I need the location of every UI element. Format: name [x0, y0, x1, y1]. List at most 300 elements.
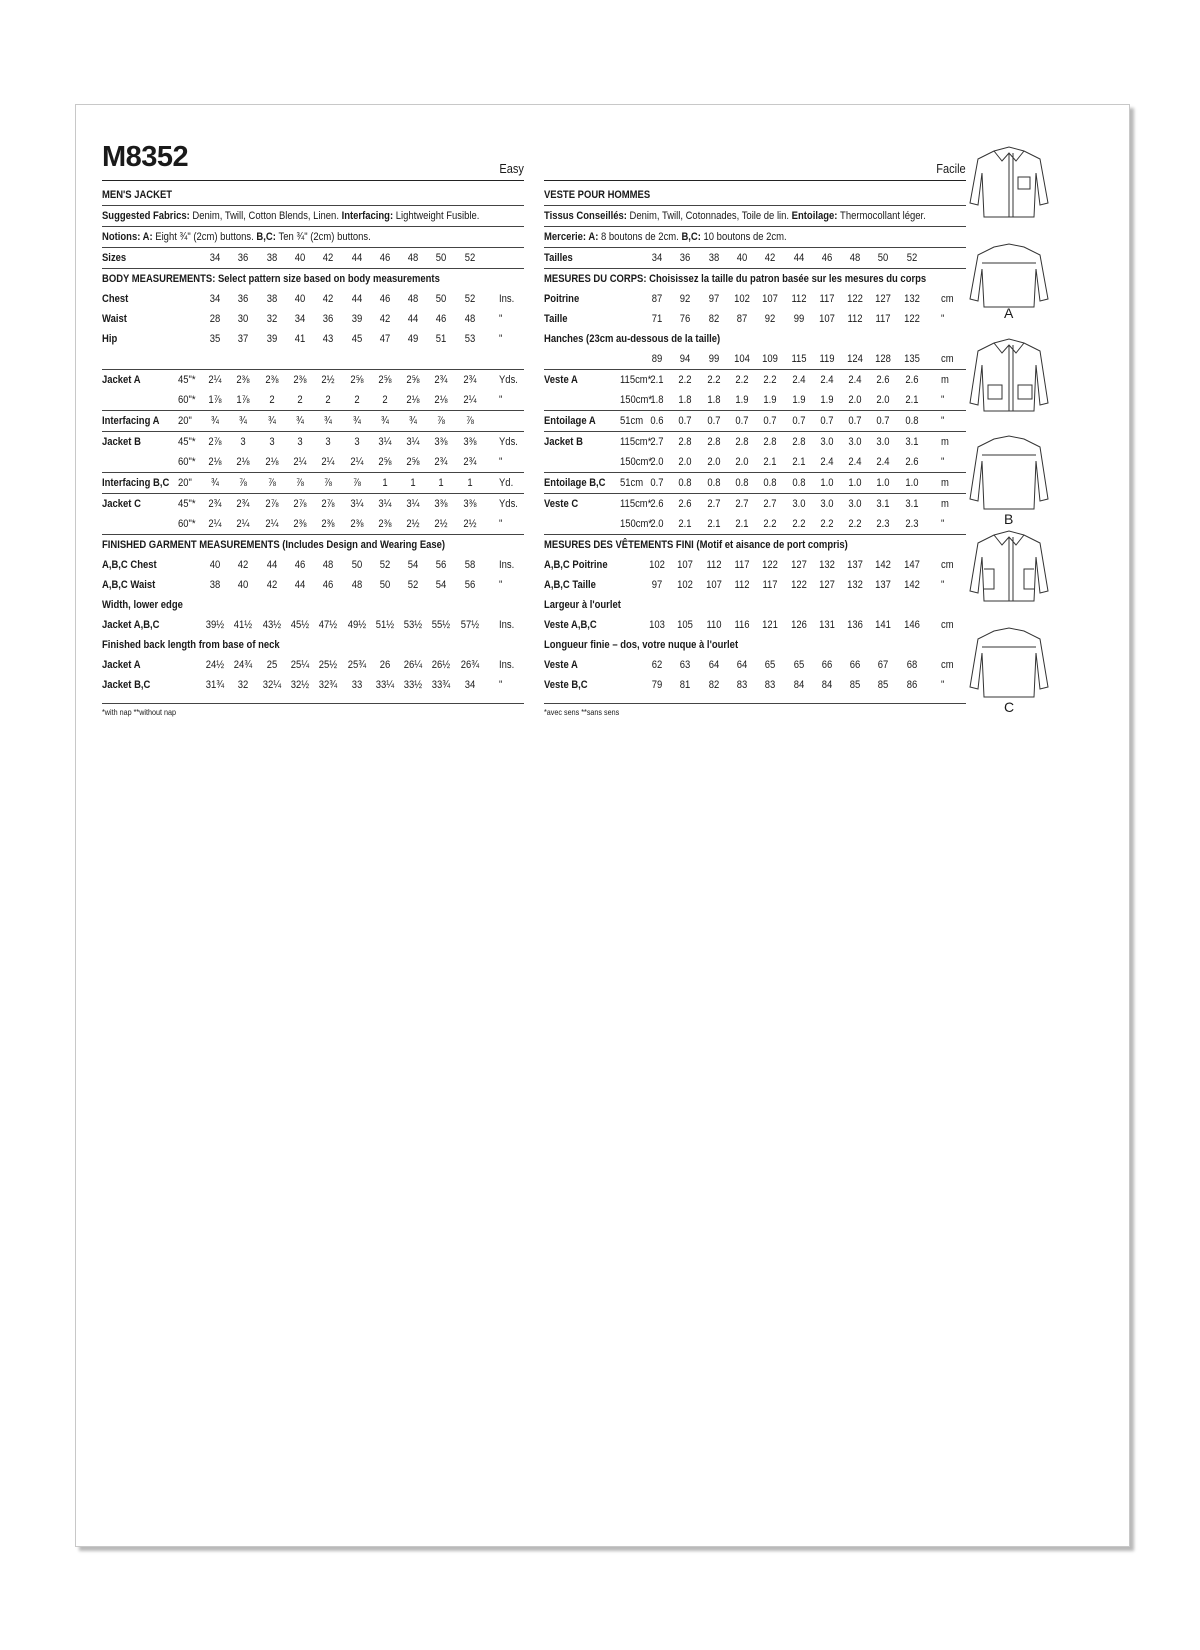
cell-value: 2.0 [650, 456, 664, 468]
fabric-width: 115cm* [620, 498, 652, 510]
cell-value: 137 [847, 559, 863, 571]
unit: cm [941, 353, 954, 365]
cell-value: 2.7 [735, 498, 749, 510]
cell-value: 2⅝ [378, 456, 392, 468]
cell-value: 44 [266, 559, 277, 571]
cell-value: 2⅛ [434, 394, 448, 406]
cell-value: 2¼ [208, 374, 222, 386]
fabric-width: 60"* [178, 518, 196, 530]
cell-value: 3⅜ [463, 498, 477, 510]
cell-value: 3.1 [905, 498, 919, 510]
unit: Ins. [499, 293, 515, 305]
cell-value: 48 [322, 559, 334, 571]
fabric-width: 150cm* [620, 518, 653, 530]
table-row [544, 655, 966, 675]
finished-measurements [102, 555, 524, 695]
cell-value: 32¼ [262, 679, 281, 691]
cell-value: 2⅜ [293, 518, 307, 530]
cell-value: 32 [266, 313, 277, 325]
cell-value: 44 [407, 313, 419, 325]
cell-value: 2¼ [208, 518, 222, 530]
cell-value: 3⅜ [463, 436, 477, 448]
cell-value: 3 [268, 436, 275, 448]
table-row [102, 635, 524, 655]
cell-value: 3¼ [406, 498, 420, 510]
cell-value: 26¼ [403, 659, 423, 671]
cell-value: 76 [680, 313, 691, 325]
row-label: Width, lower edge [102, 599, 183, 611]
row-label: Hanches (23cm au-dessous de la taille) [544, 333, 721, 345]
cell-value: 45 [351, 333, 362, 345]
cell-value: 82 [708, 679, 719, 691]
table-row [102, 595, 524, 615]
table-row [102, 432, 524, 452]
sizes-row: Sizes 34 36 38 40 42 44 46 48 50 52 [102, 248, 524, 269]
cell-value: 1.9 [791, 394, 806, 406]
cell-value: 46 [379, 293, 391, 305]
cell-value: 48 [407, 293, 419, 305]
unit: cm [941, 619, 954, 631]
cell-value: 0.7 [848, 415, 862, 427]
cell-value: 1.8 [650, 394, 664, 406]
cell-value: 79 [651, 679, 663, 691]
cell-value: ⅞ [295, 477, 304, 489]
cell-value: 2.4 [820, 456, 834, 468]
cell-value: 52 [407, 579, 419, 591]
cell-value: 2⅛ [236, 456, 250, 468]
cell-value: 131 [818, 619, 835, 631]
finished-measurements-fr [544, 555, 966, 695]
cell-value: 0.8 [905, 415, 919, 427]
size-value: 48 [407, 252, 419, 264]
row-label: Taille [544, 313, 568, 325]
unit: " [941, 679, 945, 691]
cell-value: 2⅛ [265, 456, 279, 468]
cell-value: 2 [353, 394, 360, 406]
table-row [544, 514, 966, 535]
cell-value: 1.9 [735, 394, 749, 406]
cell-value: 99 [793, 313, 804, 325]
row-label: Entoilage A [544, 415, 596, 427]
cell-value: 84 [793, 679, 804, 691]
jacket-sketch-c-front [966, 529, 1056, 607]
unit: " [499, 313, 503, 325]
cell-value: 2 [297, 394, 303, 406]
cell-value: 3 [325, 436, 331, 448]
cell-value: 56 [436, 559, 447, 571]
row-label: Jacket B [544, 436, 583, 448]
cell-value: 85 [878, 679, 889, 691]
cell-value: 2⅜ [349, 518, 364, 530]
cell-value: 2⅞ [265, 498, 279, 510]
cell-value: 26¾ [460, 659, 479, 671]
table-row [544, 370, 966, 390]
size-value: 38 [266, 252, 277, 264]
size-value: 50 [436, 252, 447, 264]
cell-value: 89 [651, 353, 663, 365]
cell-value: 2¼ [236, 518, 250, 530]
spacer-fr [544, 695, 966, 704]
fabrics-line-fr: Tissus Conseillés: Denim, Twill, Cotonnades, Toile de lin. Entoilage: Thermocollant léger. [544, 206, 966, 227]
cell-value: 142 [903, 579, 920, 591]
cell-value: 2.3 [876, 518, 890, 530]
cell-value: 1.0 [905, 477, 919, 489]
cell-value: 2¼ [463, 394, 477, 406]
cell-value: 104 [733, 353, 750, 365]
cell-value: 0.7 [763, 415, 777, 427]
cell-value: 24½ [205, 659, 225, 671]
cell-value: 128 [875, 353, 892, 365]
row-label: Largeur à l'ourlet [544, 599, 621, 611]
cell-value: 2.1 [763, 456, 777, 468]
cell-value: 1.0 [848, 477, 862, 489]
cell-value: 41 [294, 333, 306, 345]
row-label: Jacket A [102, 374, 141, 386]
cell-value: 3 [353, 436, 360, 448]
cell-value: 2.1 [735, 518, 749, 530]
view-sketches [966, 145, 1056, 721]
cell-value: 0.8 [678, 477, 692, 489]
cell-value: 122 [847, 293, 863, 305]
footnote-fr: *avec sens **sans sens [544, 708, 620, 717]
cell-value: 2.4 [791, 374, 806, 386]
cell-value: 0.7 [791, 415, 806, 427]
finished-title-fr: MESURES DES VÊTEMENTS FINI (Motif et aisance de port compris) [544, 539, 848, 551]
cell-value: 102 [677, 579, 694, 591]
fabric-width: 150cm* [620, 456, 653, 468]
cell-value: 0.8 [791, 477, 806, 489]
body-title: BODY MEASUREMENTS: Select pattern size based on body measurements [102, 273, 440, 285]
cell-value: 38 [266, 293, 277, 305]
fabric-width: 45"* [178, 374, 196, 386]
unit: Ins. [499, 559, 515, 571]
cell-value: 81 [680, 679, 691, 691]
unit: m [941, 436, 949, 448]
table-row [102, 575, 524, 595]
cell-value: 71 [651, 313, 663, 325]
cell-value: 26½ [432, 659, 451, 671]
cell-value: 50 [436, 293, 447, 305]
cell-value: 2⅜ [265, 374, 279, 386]
cell-value: 2¾ [434, 456, 448, 468]
table-row [102, 555, 524, 575]
cell-value: 2.4 [820, 374, 834, 386]
cell-value: 25½ [318, 659, 338, 671]
unit: m [941, 477, 949, 489]
cell-value: 2⅜ [236, 374, 250, 386]
cell-value: 112 [847, 313, 863, 325]
cell-value: 107 [762, 293, 779, 305]
cell-value: 2.2 [848, 518, 862, 530]
table-row [544, 494, 966, 514]
cell-value: 2.0 [707, 456, 721, 468]
cell-value: 2¼ [321, 456, 335, 468]
jacket-front-icon [966, 145, 1052, 221]
cell-value: 92 [680, 293, 691, 305]
unit: " [941, 313, 945, 325]
row-label: Veste A [544, 659, 578, 671]
fabric-width: 60"* [178, 394, 196, 406]
cell-value: ⅞ [437, 415, 446, 427]
footnote: *with nap **without nap [102, 708, 177, 717]
table-row [544, 329, 966, 349]
cell-value: 121 [762, 619, 779, 631]
cell-value: 32 [238, 679, 249, 691]
cell-value: ¾ [211, 415, 219, 427]
cell-value: 2.1 [905, 394, 919, 406]
table-row [102, 370, 524, 390]
cell-value: 40 [294, 293, 306, 305]
cell-value: 2½ [463, 518, 477, 530]
row-label: Finished back length from base of neck [102, 639, 280, 651]
cell-value: 66 [821, 659, 833, 671]
cell-value: 42 [238, 559, 249, 571]
cell-value: 2¾ [236, 498, 250, 510]
jacket-sketch-b-front [966, 337, 1056, 415]
row-label: Interfacing A [102, 415, 160, 427]
cell-value: 94 [680, 353, 691, 365]
cell-value: 86 [906, 679, 917, 691]
table-row [102, 309, 524, 329]
cell-value: 2⅜ [378, 518, 392, 530]
table-row [544, 432, 966, 452]
table-row [102, 411, 524, 432]
unit: cm [941, 559, 954, 571]
cell-value: ⅞ [239, 477, 248, 489]
cell-value: 116 [734, 619, 750, 631]
cell-value: 2⅞ [293, 498, 307, 510]
cell-value: 142 [875, 559, 892, 571]
row-label: Jacket A,B,C [102, 619, 160, 631]
size-value: 46 [821, 252, 833, 264]
table-row [544, 411, 966, 432]
cell-value: ¾ [380, 415, 389, 427]
cell-value: 112 [790, 293, 807, 305]
fabric-width: 45"* [178, 498, 196, 510]
size-value: 50 [878, 252, 889, 264]
size-value: 46 [379, 252, 391, 264]
table-row [544, 473, 966, 494]
cell-value: 87 [651, 293, 663, 305]
cell-value: 46 [294, 559, 306, 571]
cell-value: 3 [240, 436, 246, 448]
cell-value: ⅞ [267, 477, 276, 489]
cell-value: 34 [464, 679, 475, 691]
cell-value: ¾ [324, 415, 333, 427]
table-row [102, 514, 524, 535]
cell-value: 2.1 [678, 518, 692, 530]
cell-value: 34 [294, 313, 306, 325]
table-row [544, 635, 966, 655]
cell-value: 3.0 [791, 498, 806, 510]
size-value: 34 [209, 252, 221, 264]
cell-value: 85 [849, 679, 861, 691]
row-label: A,B,C Poitrine [544, 559, 608, 571]
cell-value: 122 [790, 579, 807, 591]
cell-value: 30 [238, 313, 249, 325]
cell-value: 97 [708, 293, 719, 305]
unit: " [499, 579, 503, 591]
fabric-width: 51cm [620, 415, 644, 427]
cell-value: 107 [677, 559, 694, 571]
unit: " [499, 518, 503, 530]
unit: m [941, 374, 949, 386]
cell-value: 46 [436, 313, 447, 325]
cell-value: 33½ [403, 679, 423, 691]
cell-value: 40 [209, 559, 221, 571]
jacket-b-back-icon [966, 433, 1052, 515]
cell-value: 45½ [290, 619, 310, 631]
cell-value: 3.0 [820, 436, 834, 448]
cell-value: 2.7 [650, 436, 664, 448]
cell-value: 2.2 [763, 374, 777, 386]
table-row [102, 329, 524, 349]
cell-value: 2.8 [735, 436, 749, 448]
row-label: Veste A,B,C [544, 619, 597, 631]
row-label: Jacket A [102, 659, 141, 671]
cell-value: 126 [790, 619, 807, 631]
unit: Yds. [499, 436, 518, 448]
cell-value: 42 [266, 579, 277, 591]
cell-value: 48 [351, 579, 362, 591]
fabric-width: 150cm* [620, 394, 653, 406]
cell-value: 47 [379, 333, 391, 345]
row-label: Veste B,C [544, 679, 588, 691]
cell-value: 2.2 [820, 518, 834, 530]
cell-value: 1⅞ [236, 394, 250, 406]
cell-value: 2⅞ [208, 436, 222, 448]
unit: Yds. [499, 374, 518, 386]
cell-value: 50 [379, 579, 391, 591]
cell-value: 1.0 [820, 477, 834, 489]
cell-value: 132 [818, 559, 835, 571]
jacket-c-front-icon [966, 529, 1052, 605]
cell-value: 2.6 [650, 498, 664, 510]
cell-value: 127 [818, 579, 835, 591]
cell-value: 107 [705, 579, 722, 591]
view-label-c: C [1004, 699, 1015, 715]
table-row [544, 595, 966, 615]
unit: " [941, 456, 945, 468]
jacket-sketch-front [966, 145, 1056, 223]
cell-value: 56 [464, 579, 475, 591]
unit: Ins. [499, 659, 515, 671]
cell-value: 2⅝ [378, 374, 392, 386]
cell-value: 2¾ [434, 374, 448, 386]
cell-value: 3¼ [378, 436, 392, 448]
fabrics-line: Suggested Fabrics: Denim, Twill, Cotton Blends, Linen. Interfacing: Lightweight Fusible. [102, 206, 524, 227]
cell-value: 2.0 [735, 456, 749, 468]
row-label: Hip [102, 333, 118, 345]
cell-value: 0.7 [735, 415, 749, 427]
cell-value: 112 [706, 559, 722, 571]
cell-value: ⅞ [324, 477, 333, 489]
size-value: 52 [906, 252, 917, 264]
table-row [544, 575, 966, 595]
body-title-fr: MESURES DU CORPS: Choisissez la taille du patron basée sur les mesures du corps [544, 273, 927, 285]
cell-value: 2.8 [707, 436, 721, 448]
cell-value: 2.6 [876, 374, 890, 386]
cell-value: 68 [906, 659, 917, 671]
title-rule [102, 180, 524, 181]
finished-title: FINISHED GARMENT MEASUREMENTS (Includes Design and Wearing Ease) [102, 539, 446, 551]
cell-value: 3¼ [349, 498, 364, 510]
cell-value: 3.1 [876, 498, 890, 510]
cell-value: 47½ [318, 619, 338, 631]
row-label: Longueur finie – dos, votre nuque à l'ourlet [544, 639, 739, 651]
cell-value: 117 [875, 313, 891, 325]
cell-value: 2.6 [678, 498, 692, 510]
cell-value: 1 [410, 477, 416, 489]
row-label: A,B,C Taille [544, 579, 596, 591]
body-measurements [102, 289, 524, 349]
fabric-width: 20" [178, 477, 192, 489]
cell-value: 102 [733, 293, 750, 305]
cell-value: 102 [649, 559, 665, 571]
cell-value: 1⅞ [208, 394, 222, 406]
cell-value: 2⅝ [349, 374, 364, 386]
fabric-width: 51cm [620, 477, 644, 489]
cell-value: 2.0 [650, 518, 664, 530]
cell-value: 2.6 [905, 456, 919, 468]
cell-value: 52 [379, 559, 391, 571]
row-label: Veste A [544, 374, 578, 386]
notions-line-fr: Mercerie: A: 8 boutons de 2cm. B,C: 10 boutons de 2cm. [544, 227, 966, 248]
cell-value: 2.1 [650, 374, 664, 386]
cell-value: 3⅜ [434, 498, 448, 510]
cell-value: 51 [436, 333, 447, 345]
cell-value: 44 [294, 579, 306, 591]
cell-value: 1 [382, 477, 388, 489]
cell-value: 1.0 [876, 477, 890, 489]
size-value: 44 [793, 252, 804, 264]
cell-value: 2.7 [763, 498, 777, 510]
cell-value: 35 [209, 333, 221, 345]
cell-value: 54 [407, 559, 419, 571]
cell-value: ¾ [239, 415, 248, 427]
fabric-width: 60"* [178, 456, 196, 468]
cell-value: 83 [736, 679, 748, 691]
size-value: 36 [680, 252, 691, 264]
cell-value: ⅞ [465, 415, 474, 427]
unit: cm [941, 659, 954, 671]
cell-value: 25 [266, 659, 277, 671]
cell-value: 34 [209, 293, 221, 305]
cell-value: 117 [734, 559, 750, 571]
yardage-table [102, 370, 524, 535]
notions-line: Notions: A: Eight ¾" (2cm) buttons. B,C: Ten ¾" (2cm) buttons. [102, 227, 524, 248]
row-label: Jacket C [102, 498, 141, 510]
cell-value: 0.7 [876, 415, 890, 427]
cell-value: 3¼ [378, 498, 392, 510]
unit: Yds. [499, 498, 518, 510]
cell-value: ¾ [211, 477, 219, 489]
cell-value: 40 [238, 579, 249, 591]
table-row [544, 452, 966, 473]
cell-value: 52 [464, 293, 475, 305]
cell-value: 25¼ [290, 659, 310, 671]
cell-value: 62 [651, 659, 663, 671]
cell-value: 58 [464, 559, 475, 571]
french-table [544, 185, 966, 722]
cell-value: 99 [708, 353, 719, 365]
size-value: 34 [651, 252, 663, 264]
fabric-width: 115cm* [620, 374, 652, 386]
cell-value: 2⅜ [321, 518, 335, 530]
cell-value: 36 [322, 313, 334, 325]
cell-value: ¾ [352, 415, 361, 427]
cell-value: 2⅛ [406, 394, 420, 406]
